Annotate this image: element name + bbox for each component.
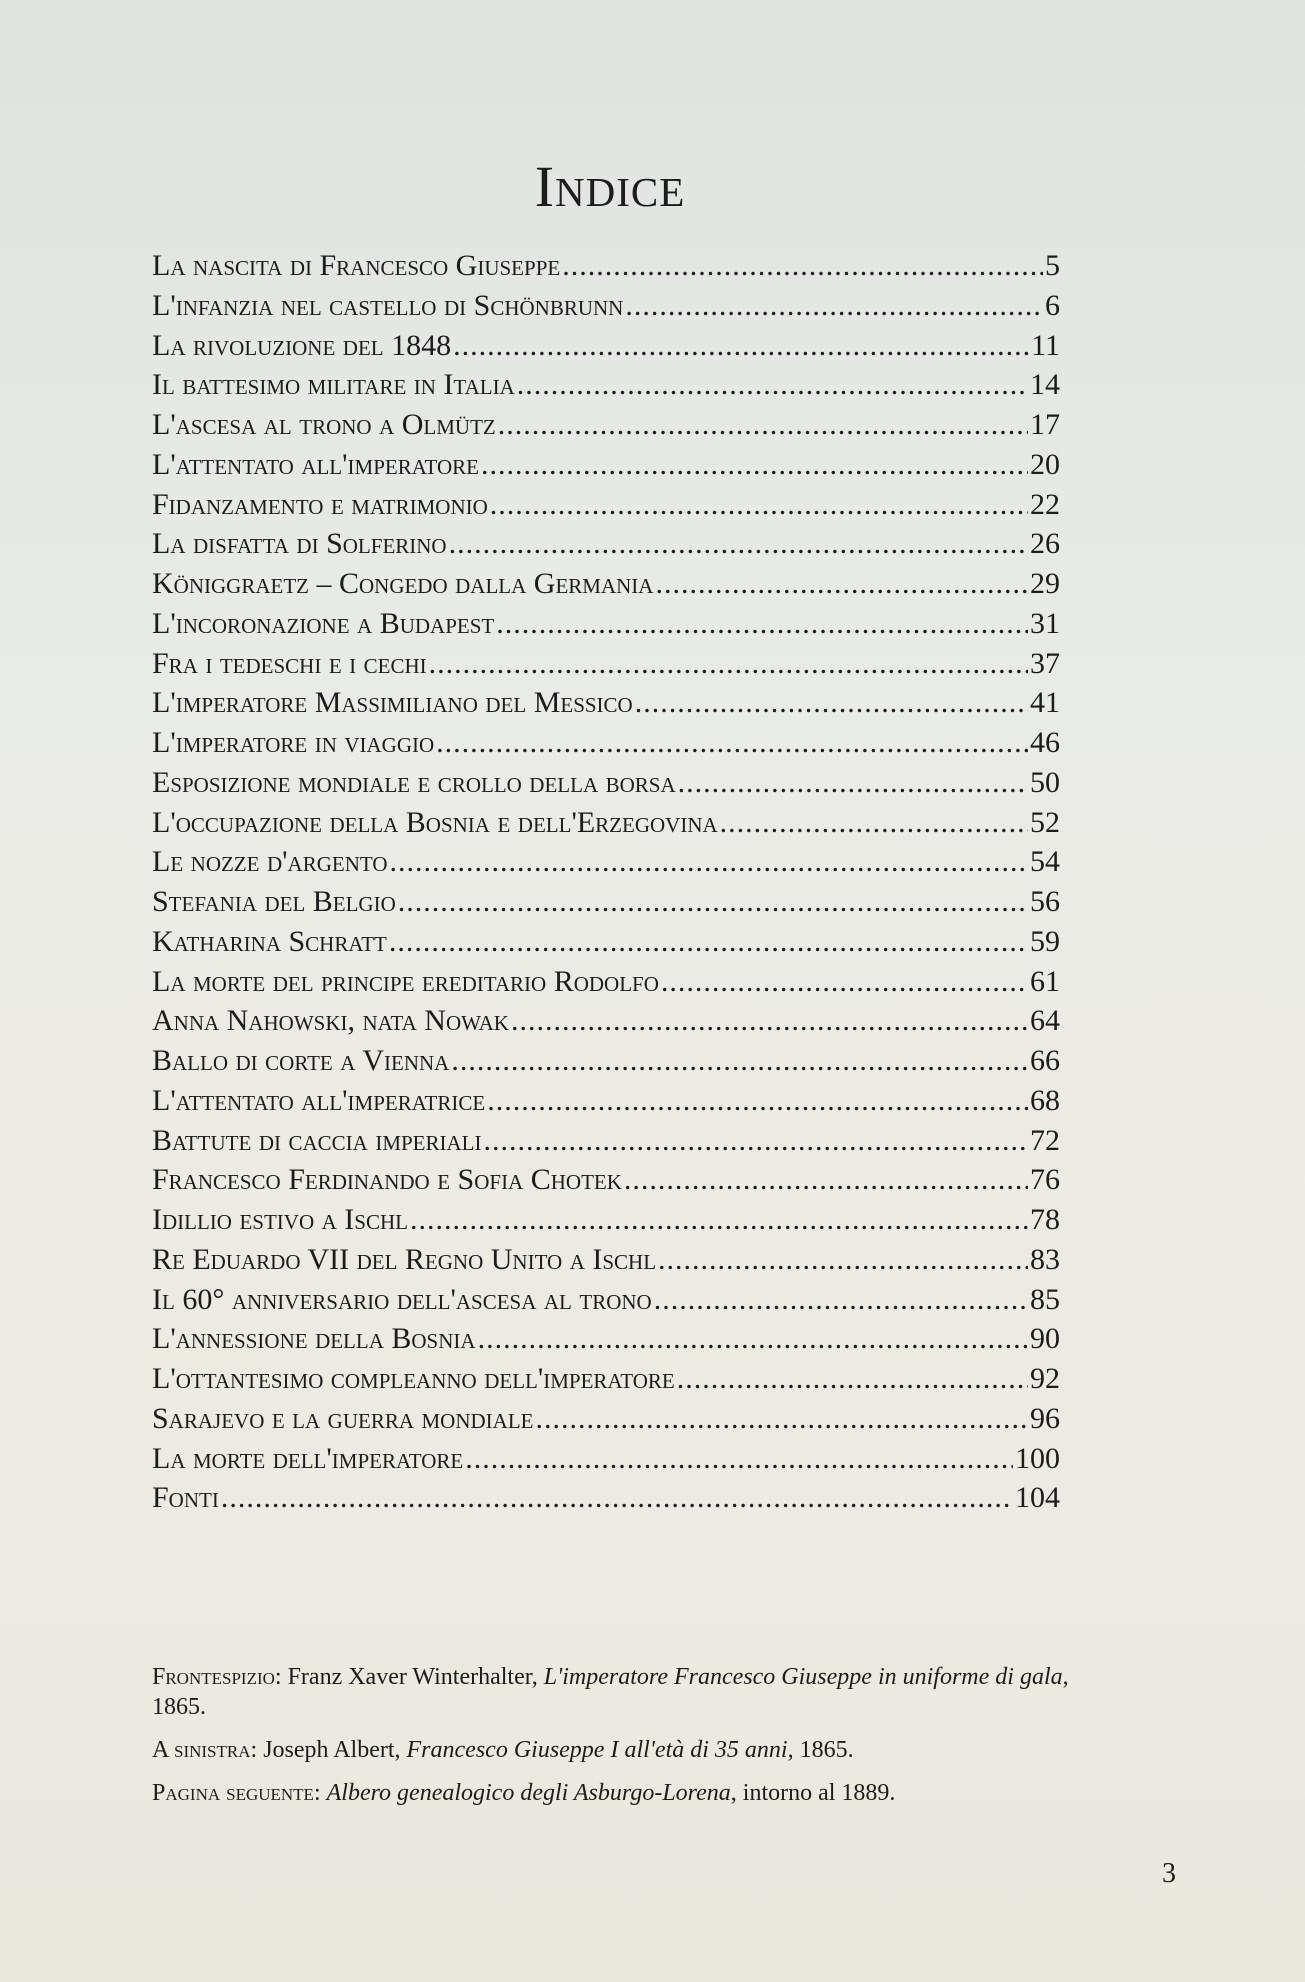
toc-entry bbox=[152, 1280, 1060, 1320]
toc-entry-page: 50 bbox=[1030, 765, 1060, 799]
dot-leader bbox=[654, 1280, 1028, 1320]
dot-leader bbox=[624, 1160, 1028, 1200]
toc-entry bbox=[152, 1041, 1060, 1081]
toc-entry bbox=[152, 1240, 1060, 1280]
dot-leader bbox=[511, 1001, 1028, 1041]
toc-entry-title: Francesco Ferdinando e Sofia Chotek bbox=[152, 1163, 622, 1197]
dot-leader bbox=[436, 723, 1028, 763]
toc-entry-page: 68 bbox=[1030, 1083, 1060, 1117]
toc-entry bbox=[152, 962, 1060, 1002]
credit-line bbox=[152, 1662, 1072, 1722]
toc-entry-page: 64 bbox=[1030, 1004, 1060, 1038]
toc-entry-page: 104 bbox=[1015, 1481, 1060, 1515]
toc-entry bbox=[152, 683, 1060, 723]
credit-label: Pagina seguente: bbox=[152, 1780, 321, 1806]
credit-year: , intorno al 1889. bbox=[730, 1780, 896, 1806]
toc-entry-title: L'annessione della Bosnia bbox=[152, 1322, 476, 1356]
toc-entry-title: L'attentato all'imperatore bbox=[152, 447, 480, 481]
toc-entry-title: Fonti bbox=[152, 1481, 219, 1515]
dot-leader bbox=[490, 485, 1028, 525]
toc-entry bbox=[152, 286, 1060, 326]
toc-entry-page: 54 bbox=[1030, 845, 1060, 879]
toc-entry-page: 29 bbox=[1030, 567, 1060, 600]
toc-entry-page: 26 bbox=[1030, 527, 1060, 561]
dot-leader bbox=[453, 326, 1029, 366]
toc-entry bbox=[152, 1478, 1060, 1518]
toc-entry-page: 96 bbox=[1030, 1401, 1060, 1435]
toc-entry-title: L'ottantesimo compleanno dell'imperatore bbox=[152, 1362, 675, 1395]
dot-leader bbox=[658, 1240, 1028, 1280]
dot-leader bbox=[487, 1081, 1028, 1121]
toc-entry-page: 72 bbox=[1030, 1123, 1060, 1157]
toc-entry-title: La rivoluzione del 1848 bbox=[152, 328, 452, 362]
toc-entry-title: La disfatta di Solferino bbox=[152, 527, 447, 561]
toc-entry bbox=[152, 803, 1060, 843]
toc-entry-page: 76 bbox=[1030, 1163, 1060, 1197]
dot-leader bbox=[221, 1478, 1013, 1518]
toc-entry bbox=[152, 1200, 1060, 1240]
toc-entry-title: L'occupazione della Bosnia e dell'Erzegovina bbox=[152, 805, 718, 839]
credit-work: L'imperatore Francesco Giuseppe in uniforme di gala bbox=[543, 1664, 1063, 1690]
dot-leader bbox=[661, 962, 1028, 1002]
toc-entry-page: 56 bbox=[1030, 885, 1060, 918]
credit-year: , 1865. bbox=[787, 1737, 854, 1763]
toc-entry bbox=[152, 1001, 1060, 1041]
dot-leader bbox=[720, 803, 1028, 843]
toc-entry bbox=[152, 922, 1060, 962]
dot-leader bbox=[398, 882, 1028, 922]
toc-entry-title: Il 60° anniversario dell'ascesa al trono bbox=[152, 1282, 652, 1316]
toc-entry-page: 52 bbox=[1030, 805, 1060, 839]
toc-entry-title: La nascita di Francesco Giuseppe bbox=[152, 249, 561, 282]
toc-entry bbox=[152, 723, 1060, 763]
dot-leader bbox=[635, 683, 1028, 723]
toc-entry bbox=[152, 1081, 1060, 1121]
dot-leader bbox=[655, 564, 1028, 604]
dot-leader bbox=[389, 922, 1028, 962]
toc-entry-page: 14 bbox=[1030, 368, 1060, 402]
toc-entry bbox=[152, 1121, 1060, 1161]
toc-entry-title: L'incoronazione a Budapest bbox=[152, 606, 495, 640]
dot-leader bbox=[429, 644, 1028, 684]
toc-entry-title: Anna Nahowski, nata Nowak bbox=[152, 1004, 509, 1038]
toc-entry-page: 78 bbox=[1030, 1203, 1060, 1236]
toc-entry-title: L'imperatore in viaggio bbox=[152, 726, 435, 759]
toc-entry-title: L'attentato all'imperatrice bbox=[152, 1083, 486, 1117]
toc-entry bbox=[152, 246, 1060, 286]
toc-entry-page: 11 bbox=[1031, 328, 1060, 362]
dot-leader bbox=[677, 1359, 1028, 1399]
toc-entry-title: La morte dell'imperatore bbox=[152, 1441, 464, 1475]
toc-entry bbox=[152, 1319, 1060, 1359]
dot-leader bbox=[449, 524, 1028, 564]
credit-year: , 1865. bbox=[152, 1664, 1069, 1720]
toc-entry bbox=[152, 485, 1060, 525]
toc-entry-page: 59 bbox=[1030, 924, 1060, 958]
toc-entry bbox=[152, 405, 1060, 445]
dot-leader bbox=[484, 1121, 1029, 1161]
dot-leader bbox=[678, 763, 1028, 803]
toc-entry-page: 41 bbox=[1030, 686, 1060, 720]
toc-entry bbox=[152, 1359, 1060, 1399]
toc-entry-title: Sarajevo e la guerra mondiale bbox=[152, 1401, 534, 1435]
toc-entry-page: 46 bbox=[1030, 726, 1060, 759]
dot-leader bbox=[410, 1200, 1028, 1240]
credit-work: Francesco Giuseppe I all'età di 35 anni bbox=[406, 1737, 788, 1763]
toc-entry-title: Katharina Schratt bbox=[152, 924, 387, 958]
toc-entry bbox=[152, 1439, 1060, 1479]
dot-leader bbox=[478, 1319, 1028, 1359]
toc-entry-page: 83 bbox=[1030, 1242, 1060, 1276]
dot-leader bbox=[517, 365, 1028, 405]
toc-entry bbox=[152, 326, 1060, 366]
toc-entry-title: Il battesimo militare in Italia bbox=[152, 368, 515, 402]
toc-entry-title: Ballo di corte a Vienna bbox=[152, 1044, 450, 1077]
toc-entry bbox=[152, 564, 1060, 604]
toc-entry-title: L'infanzia nel castello di Schönbrunn bbox=[152, 288, 624, 322]
toc-entry bbox=[152, 842, 1060, 882]
toc-entry-title: Fra i tedeschi e i cechi bbox=[152, 646, 427, 680]
toc-entry-page: 17 bbox=[1030, 408, 1060, 441]
page-number: 3 bbox=[1162, 1858, 1176, 1889]
dot-leader bbox=[496, 604, 1028, 644]
credit-work: Albero genealogico degli Asburgo-Lorena bbox=[326, 1780, 731, 1806]
credit-line bbox=[152, 1778, 1072, 1808]
toc-entry bbox=[152, 365, 1060, 405]
dot-leader bbox=[451, 1041, 1028, 1081]
toc-entry-page: 31 bbox=[1030, 606, 1060, 640]
toc-entry-title: L'ascesa al trono a Olmütz bbox=[152, 408, 496, 441]
page-title: Indice bbox=[534, 154, 686, 219]
table-of-contents bbox=[152, 246, 1060, 1518]
toc-entry bbox=[152, 445, 1060, 485]
toc-entry-page: 61 bbox=[1030, 964, 1060, 998]
toc-entry-title: La morte del principe ereditario Rodolfo bbox=[152, 964, 659, 998]
image-credits bbox=[152, 1662, 1072, 1821]
toc-entry-page: 22 bbox=[1030, 487, 1060, 521]
toc-entry-page: 5 bbox=[1045, 249, 1060, 282]
credit-label: A sinistra: bbox=[152, 1737, 258, 1763]
toc-entry-page: 37 bbox=[1030, 646, 1060, 680]
toc-entry bbox=[152, 1399, 1060, 1439]
toc-entry-page: 6 bbox=[1045, 288, 1060, 322]
credit-author: Joseph Albert, bbox=[257, 1737, 407, 1763]
toc-entry-page: 20 bbox=[1030, 447, 1060, 481]
dot-leader bbox=[625, 286, 1043, 326]
toc-entry-page: 90 bbox=[1030, 1322, 1060, 1356]
dot-leader bbox=[481, 445, 1028, 485]
toc-entry bbox=[152, 604, 1060, 644]
credit-line bbox=[152, 1735, 1072, 1765]
toc-entry-title: Le nozze d'argento bbox=[152, 845, 388, 879]
toc-entry-title: Fidanzamento e matrimonio bbox=[152, 487, 488, 521]
toc-entry-title: Esposizione mondiale e crollo della borsa bbox=[152, 765, 676, 799]
credit-label: Frontespizio: bbox=[152, 1664, 282, 1690]
dot-leader bbox=[465, 1439, 1013, 1479]
toc-entry bbox=[152, 644, 1060, 684]
toc-entry-page: 66 bbox=[1030, 1044, 1060, 1077]
toc-entry-title: Stefania del Belgio bbox=[152, 885, 396, 918]
toc-entry-page: 92 bbox=[1030, 1362, 1060, 1395]
toc-entry-title: Königgraetz – Congedo dalla Germania bbox=[152, 567, 654, 600]
dot-leader bbox=[536, 1399, 1029, 1439]
toc-entry bbox=[152, 1160, 1060, 1200]
toc-entry bbox=[152, 524, 1060, 564]
dot-leader bbox=[389, 842, 1028, 882]
dot-leader bbox=[498, 405, 1028, 445]
toc-entry bbox=[152, 882, 1060, 922]
credit-author: Franz Xaver Winterhalter, bbox=[281, 1664, 544, 1690]
toc-entry-title: Re Eduardo VII del Regno Unito a Ischl bbox=[152, 1242, 657, 1276]
toc-entry bbox=[152, 763, 1060, 803]
toc-entry-title: Battute di caccia imperiali bbox=[152, 1123, 482, 1157]
toc-entry-page: 100 bbox=[1015, 1441, 1060, 1475]
dot-leader bbox=[562, 246, 1043, 286]
toc-entry-title: L'imperatore Massimiliano del Messico bbox=[152, 686, 633, 720]
toc-entry-title: Idillio estivo a Ischl bbox=[152, 1203, 408, 1236]
toc-entry-page: 85 bbox=[1030, 1282, 1060, 1316]
